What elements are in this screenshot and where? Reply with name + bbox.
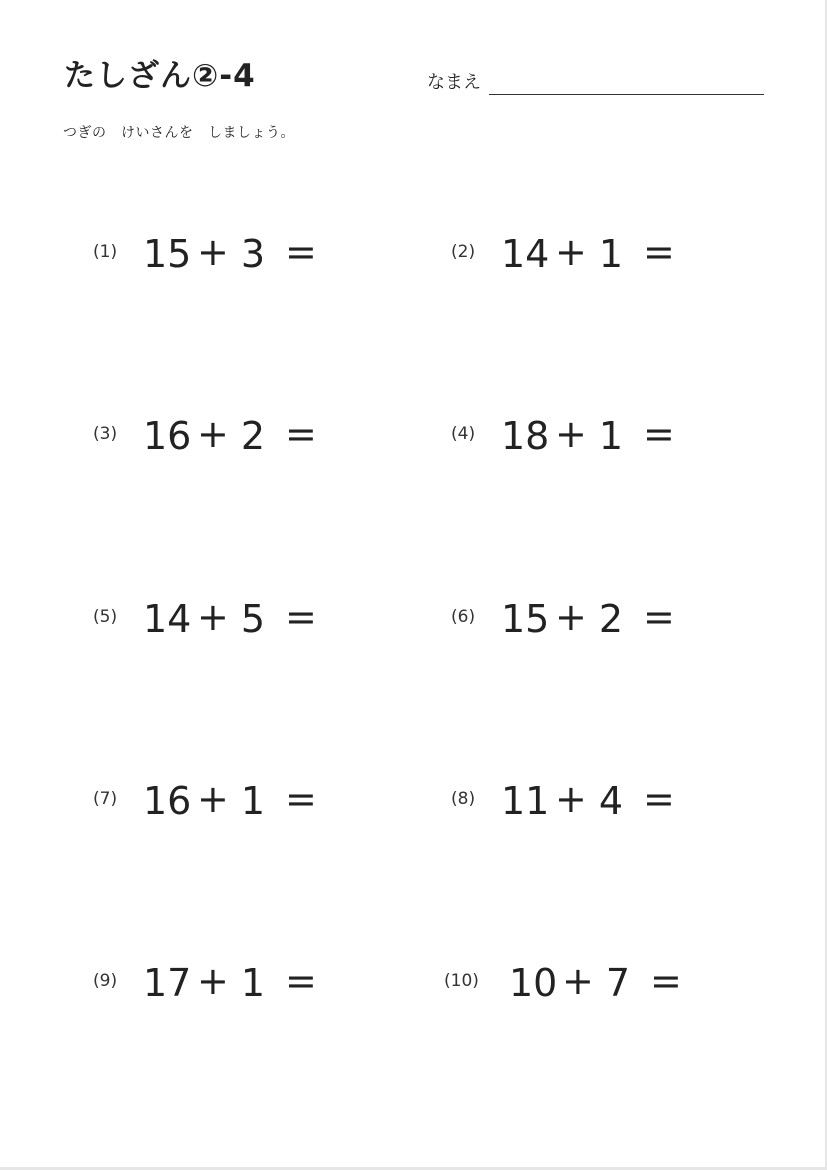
plus-sign: + <box>555 777 587 821</box>
plus-sign: + <box>555 230 587 274</box>
addend-2: 3 <box>240 232 266 276</box>
addend-2: 1 <box>240 779 266 823</box>
equals-sign: = <box>285 959 317 1003</box>
addend-2: 5 <box>240 597 266 641</box>
addend-1: 11 <box>501 779 550 823</box>
equals-sign: = <box>643 230 675 274</box>
plus-sign: + <box>197 777 229 821</box>
plus-sign: + <box>555 412 587 456</box>
plus-sign: + <box>197 595 229 639</box>
plus-sign: + <box>555 595 587 639</box>
addend-1: 17 <box>143 961 192 1005</box>
problem-number: (10) <box>444 971 479 991</box>
name-underline[interactable] <box>489 94 764 95</box>
addend-2: 4 <box>598 779 624 823</box>
addend-1: 18 <box>501 414 550 458</box>
problem-number: (5) <box>93 607 118 627</box>
name-field[interactable] <box>427 68 767 98</box>
addend-1: 15 <box>143 232 192 276</box>
equals-sign: = <box>643 777 675 821</box>
equals-sign: = <box>650 959 682 1003</box>
problem-number: (1) <box>93 242 118 262</box>
addend-1: 10 <box>509 961 558 1005</box>
addend-2: 1 <box>598 232 624 276</box>
problem-number: (4) <box>451 424 476 444</box>
addend-1: 14 <box>143 597 192 641</box>
worksheet-title: たしざん②-4 <box>64 58 256 94</box>
addend-1: 15 <box>501 597 550 641</box>
equals-sign: = <box>285 412 317 456</box>
plus-sign: + <box>197 412 229 456</box>
addend-2: 1 <box>240 961 266 1005</box>
addend-1: 16 <box>143 414 192 458</box>
problem-number: (2) <box>451 242 476 262</box>
equals-sign: = <box>285 777 317 821</box>
plus-sign: + <box>197 230 229 274</box>
addend-2: 1 <box>598 414 624 458</box>
instruction-text: つぎの けいさんを しましょう。 <box>63 125 295 141</box>
equals-sign: = <box>285 230 317 274</box>
problem-number: (7) <box>93 789 118 809</box>
equals-sign: = <box>285 595 317 639</box>
plus-sign: + <box>562 959 594 1003</box>
name-label: なまえ <box>427 72 481 93</box>
addend-2: 2 <box>598 597 624 641</box>
equals-sign: = <box>643 595 675 639</box>
addend-1: 14 <box>501 232 550 276</box>
equals-sign: = <box>643 412 675 456</box>
plus-sign: + <box>197 959 229 1003</box>
problem-number: (3) <box>93 424 118 444</box>
addend-2: 2 <box>240 414 266 458</box>
addend-2: 7 <box>605 961 631 1005</box>
problem-number: (6) <box>451 607 476 627</box>
problem-number: (9) <box>93 971 118 991</box>
problem-number: (8) <box>451 789 476 809</box>
addend-1: 16 <box>143 779 192 823</box>
